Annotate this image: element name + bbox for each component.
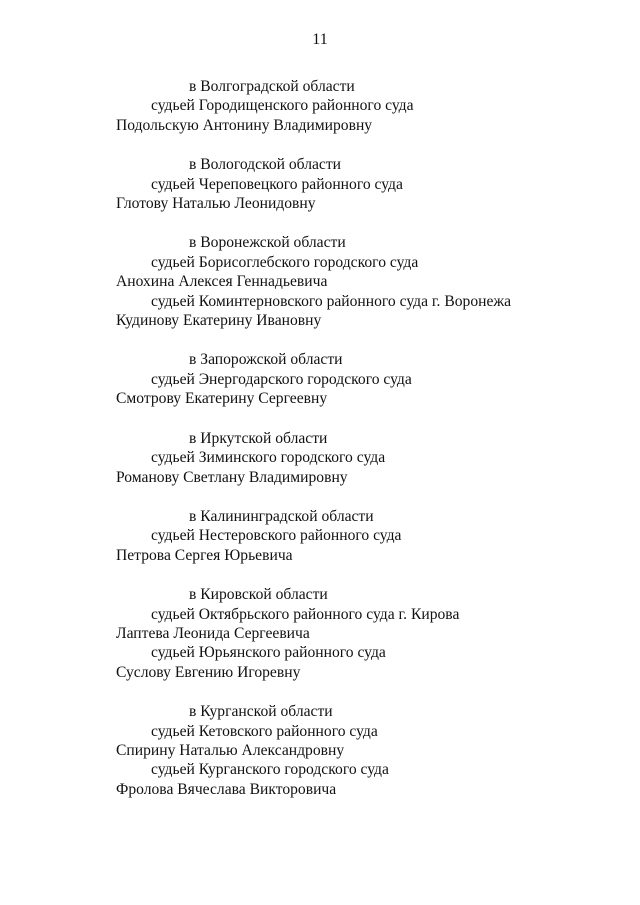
court-line: судьей Череповецкого районного суда bbox=[151, 175, 403, 193]
person-name: Смотрову Екатерину Сергеевну bbox=[116, 390, 328, 408]
region-heading: в Вологодской области bbox=[189, 156, 341, 174]
court-line: судьей Курганского городского суда bbox=[151, 761, 389, 779]
region-heading: в Кировской области bbox=[189, 586, 328, 604]
region-heading: в Курганской области bbox=[189, 703, 333, 721]
region-heading: в Иркутской области bbox=[189, 429, 328, 447]
person-name: Суслову Евгению Игоревну bbox=[116, 663, 301, 681]
region-block-kirov bbox=[0, 585, 640, 682]
region-block-kaliningrad bbox=[0, 507, 640, 565]
person-name: Романову Светлану Владимировну bbox=[116, 468, 348, 486]
court-line: судьей Городищенского районного суда bbox=[151, 97, 414, 115]
appointments-list bbox=[0, 77, 640, 819]
region-heading: в Калининградской области bbox=[189, 507, 374, 525]
page-number: 11 bbox=[312, 31, 328, 48]
person-name: Фролова Вячеслава Викторовича bbox=[116, 780, 337, 798]
court-line: судьей Энергодарского городского суда bbox=[151, 370, 412, 388]
region-heading: в Волгоградской области bbox=[189, 78, 355, 95]
region-block-vologda bbox=[0, 155, 640, 213]
court-line: судьей Коминтерновского районного суда г. Воронежа bbox=[151, 292, 512, 310]
region-block-voronezh bbox=[0, 233, 640, 330]
region-heading: в Воронежской области bbox=[189, 234, 346, 252]
region-heading: в Запорожской области bbox=[189, 351, 343, 369]
court-line: судьей Зиминского городского суда bbox=[151, 449, 386, 467]
person-name: Кудинову Екатерину Ивановну bbox=[116, 312, 322, 330]
court-line: судьей Борисоглебского городского суда bbox=[151, 253, 419, 271]
court-line: судьей Кетовского районного суда bbox=[151, 722, 378, 740]
person-name: Спирину Наталью Александровну bbox=[116, 741, 345, 759]
court-line: судьей Нестеровского районного суда bbox=[151, 527, 402, 545]
region-block-zaporozhye bbox=[0, 350, 640, 408]
person-name: Лаптева Леонида Сергеевича bbox=[116, 624, 310, 642]
region-block-kurgan bbox=[0, 702, 640, 799]
person-name: Глотову Наталью Леонидовну bbox=[116, 195, 316, 213]
person-name: Подольскую Антонину Владимировну bbox=[116, 116, 373, 134]
person-name: Анохина Алексея Геннадьевича bbox=[116, 273, 328, 291]
region-block-irkutsk bbox=[0, 429, 640, 487]
person-name: Петрова Сергея Юрьевича bbox=[116, 546, 293, 564]
region-block-volgograd bbox=[0, 77, 640, 135]
court-line: судьей Юрьянского районного суда bbox=[151, 644, 386, 662]
court-line: судьей Октябрьского районного суда г. Кирова bbox=[151, 605, 460, 623]
